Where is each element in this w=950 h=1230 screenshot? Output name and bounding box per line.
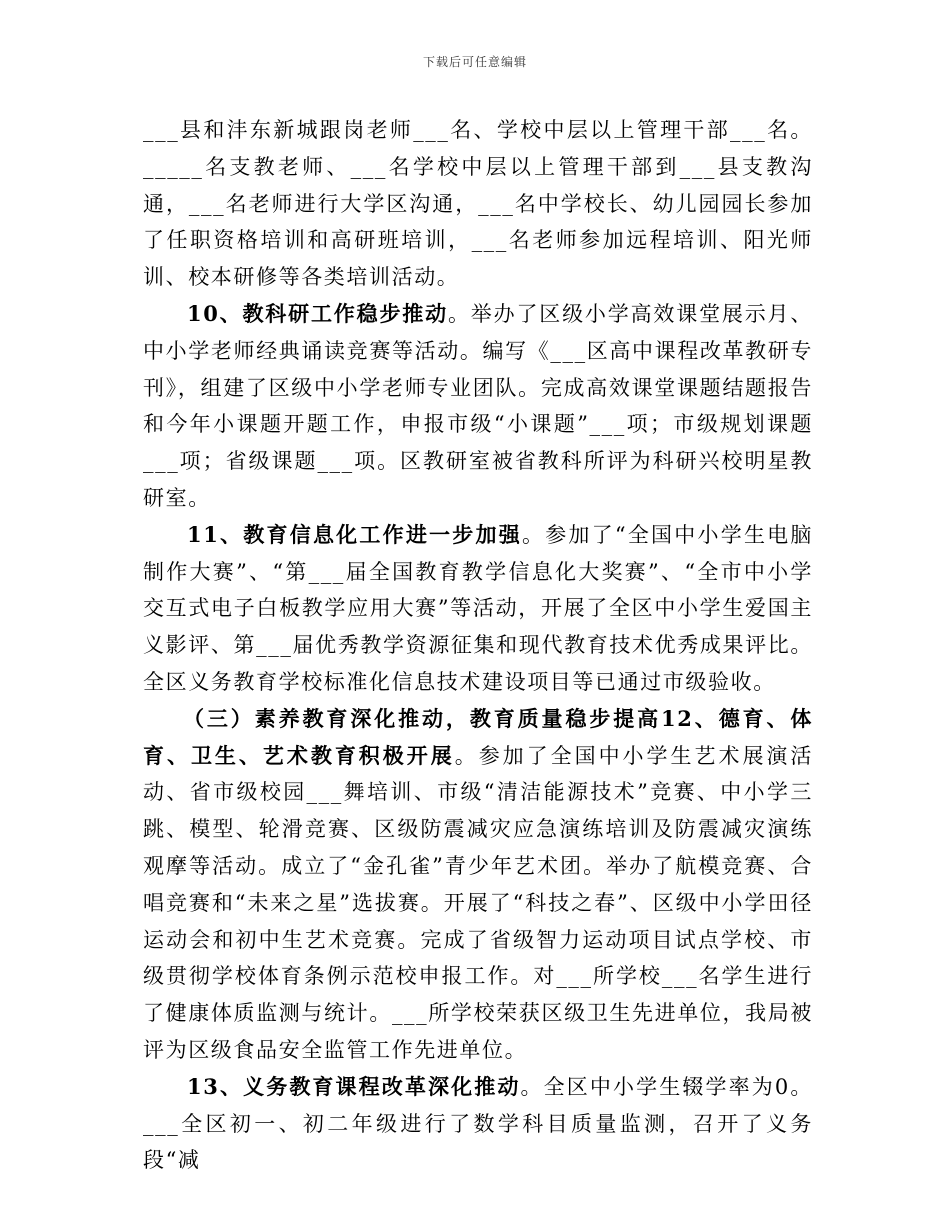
paragraph-heading: 10、教科研工作稳步推动 (187, 300, 448, 326)
paragraph-quality-education (143, 701, 813, 1069)
paragraph-curriculum-reform (143, 1069, 813, 1179)
paragraph-training (143, 112, 813, 296)
paragraph-heading: （三）素养教育深化推动，教育质量稳步提高12、德育、体育、卫生、艺术教育积极开展 (143, 705, 813, 768)
paragraph-text: 。参加了全国中小学生艺术展演活动、省市级校园___舞培训、市级“清洁能源技术”竞赛、中小学三跳、模型、轮滑竞赛、区级防震减灾应急演练培训及防震减灾演练观摩等活动。成立了“金孔雀”青少年艺术团。举办了航模竞赛、合唱竞赛和“未来之星”选拔赛。开展了“科技之春”、区级中小学田径运动会和初中生艺术竞赛。完成了省级智力运动项目试点学校、市级贯彻学校体育条例示范校申报工作。对___所学校___名学生进行了健康体质监测与统计。___所学校荣获区级卫生先进单位，我局被评为区级食品安全监管工作先进单位。 (143, 743, 813, 1062)
paragraph-text: 。参加了“全国中小学生电脑制作大赛”、“第___届全国教育教学信息化大奖赛”、“全市中小学交互式电子白板教学应用大赛”等活动，开展了全区中小学生爱国主义影评、第___届优秀教学资源征集和现代教育技术优秀成果评比。全区义务教育学校标准化信息技术建设项目等已通过市级验收。 (143, 522, 813, 694)
paragraph-text: ___县和沣东新城跟岗老师___名、学校中层以上管理干部___名。_____名支教老师、___名学校中层以上管理干部到___县支教沟通，___名老师进行大学区沟通，___名中学校长、幼儿园园长参加了任职资格培训和高研班培训，___名老师参加远程培训、阳光师训、校本研修等各类培训活动。 (143, 118, 813, 290)
paragraph-informatization (143, 517, 813, 701)
document-body (143, 112, 813, 1179)
paragraph-heading: 13、义务教育课程改革深化推动 (187, 1073, 521, 1099)
paragraph-text: 。全区中小学生辍学率为0。___全区初一、初二年级进行了数学科目质量监测，召开了义务段“减 (143, 1074, 813, 1173)
page-header: 下载后可任意编辑 (422, 55, 527, 69)
paragraph-text: 。举办了区级小学高效课堂展示月、中小学老师经典诵读竞赛等活动。编写《___区高中课程改革教研专刊》，组建了区级中小学老师专业团队。完成高效课堂课题结题报告和今年小课题开题工作，申报市级“小课题”___项；市级规划课题___项；省级课题___项。区教研室被省教科所评为科研兴校明星教研室。 (143, 301, 813, 510)
paragraph-heading: 11、教育信息化工作进一步加强 (187, 521, 522, 547)
paragraph-research (143, 296, 813, 517)
